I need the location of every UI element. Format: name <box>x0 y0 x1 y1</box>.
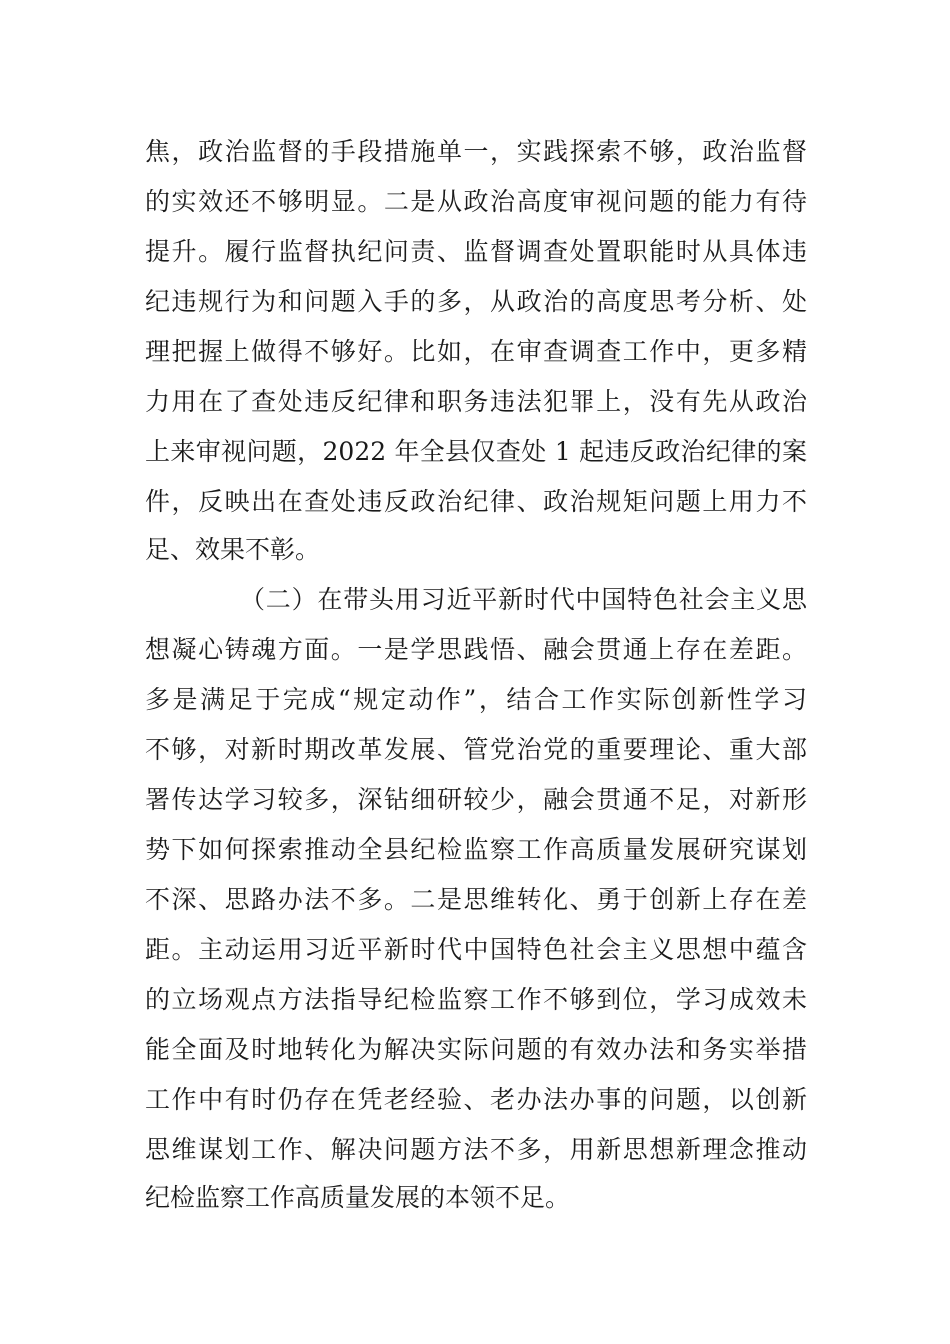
text-line-6: 力用在了查处违反纪律和职务违法犯罪上，没有先从政治 <box>145 387 807 416</box>
text-line-18: 的立场观点方法指导纪检监察工作不够到位，学习成效未 <box>145 985 807 1014</box>
text-line-5: 理把握上做得不够好。比如，在审查调查工作中，更多精 <box>145 337 807 366</box>
text-line-15: 势下如何探索推动全县纪检监察工作高质量发展研究谋划 <box>145 835 807 864</box>
text-line-1: 焦，政治监督的手段措施单一，实践探索不够，政治监督 <box>145 137 807 166</box>
text-line-16: 不深、思路办法不多。二是思维转化、勇于创新上存在差 <box>145 885 807 914</box>
text-line-21: 思维谋划工作、解决问题方法不多，用新思想新理念推动 <box>145 1135 807 1164</box>
text-line-12: 多是满足于完成“规定动作”，结合工作实际创新性学习 <box>145 685 807 714</box>
text-line-8: 件，反映出在查处违反政治纪律、政治规矩问题上用力不 <box>145 487 807 516</box>
text-line-3: 提升。履行监督执纪问责、监督调查处置职能时从具体违 <box>145 237 807 266</box>
text-line-2: 的实效还不够明显。二是从政治高度审视问题的能力有待 <box>145 187 807 216</box>
text-line-17: 距。主动运用习近平新时代中国特色社会主义思想中蕴含 <box>145 935 807 964</box>
text-line-9: 足、效果不彰。 <box>145 535 321 564</box>
text-line-22: 纪检监察工作高质量发展的本领不足。 <box>145 1183 571 1212</box>
text-line-7: 上来审视问题，2022 年全县仅查处 1 起违反政治纪律的案 <box>145 437 807 466</box>
text-line-14: 署传达学习较多，深钻细研较少，融会贯通不足，对新形 <box>145 785 807 814</box>
text-line-4: 纪违规行为和问题入手的多，从政治的高度思考分析、处 <box>145 287 807 316</box>
section-heading-line: （二）在带头用习近平新时代中国特色社会主义思 <box>240 585 807 614</box>
text-line-13: 不够，对新时期改革发展、管党治党的重要理论、重大部 <box>145 735 807 764</box>
text-line-19: 能全面及时地转化为解决实际问题的有效办法和务实举措 <box>145 1035 807 1064</box>
text-line-11: 想凝心铸魂方面。一是学思践悟、融会贯通上存在差距。 <box>145 635 807 664</box>
text-line-20: 工作中有时仍存在凭老经验、老办法办事的问题，以创新 <box>145 1085 807 1114</box>
